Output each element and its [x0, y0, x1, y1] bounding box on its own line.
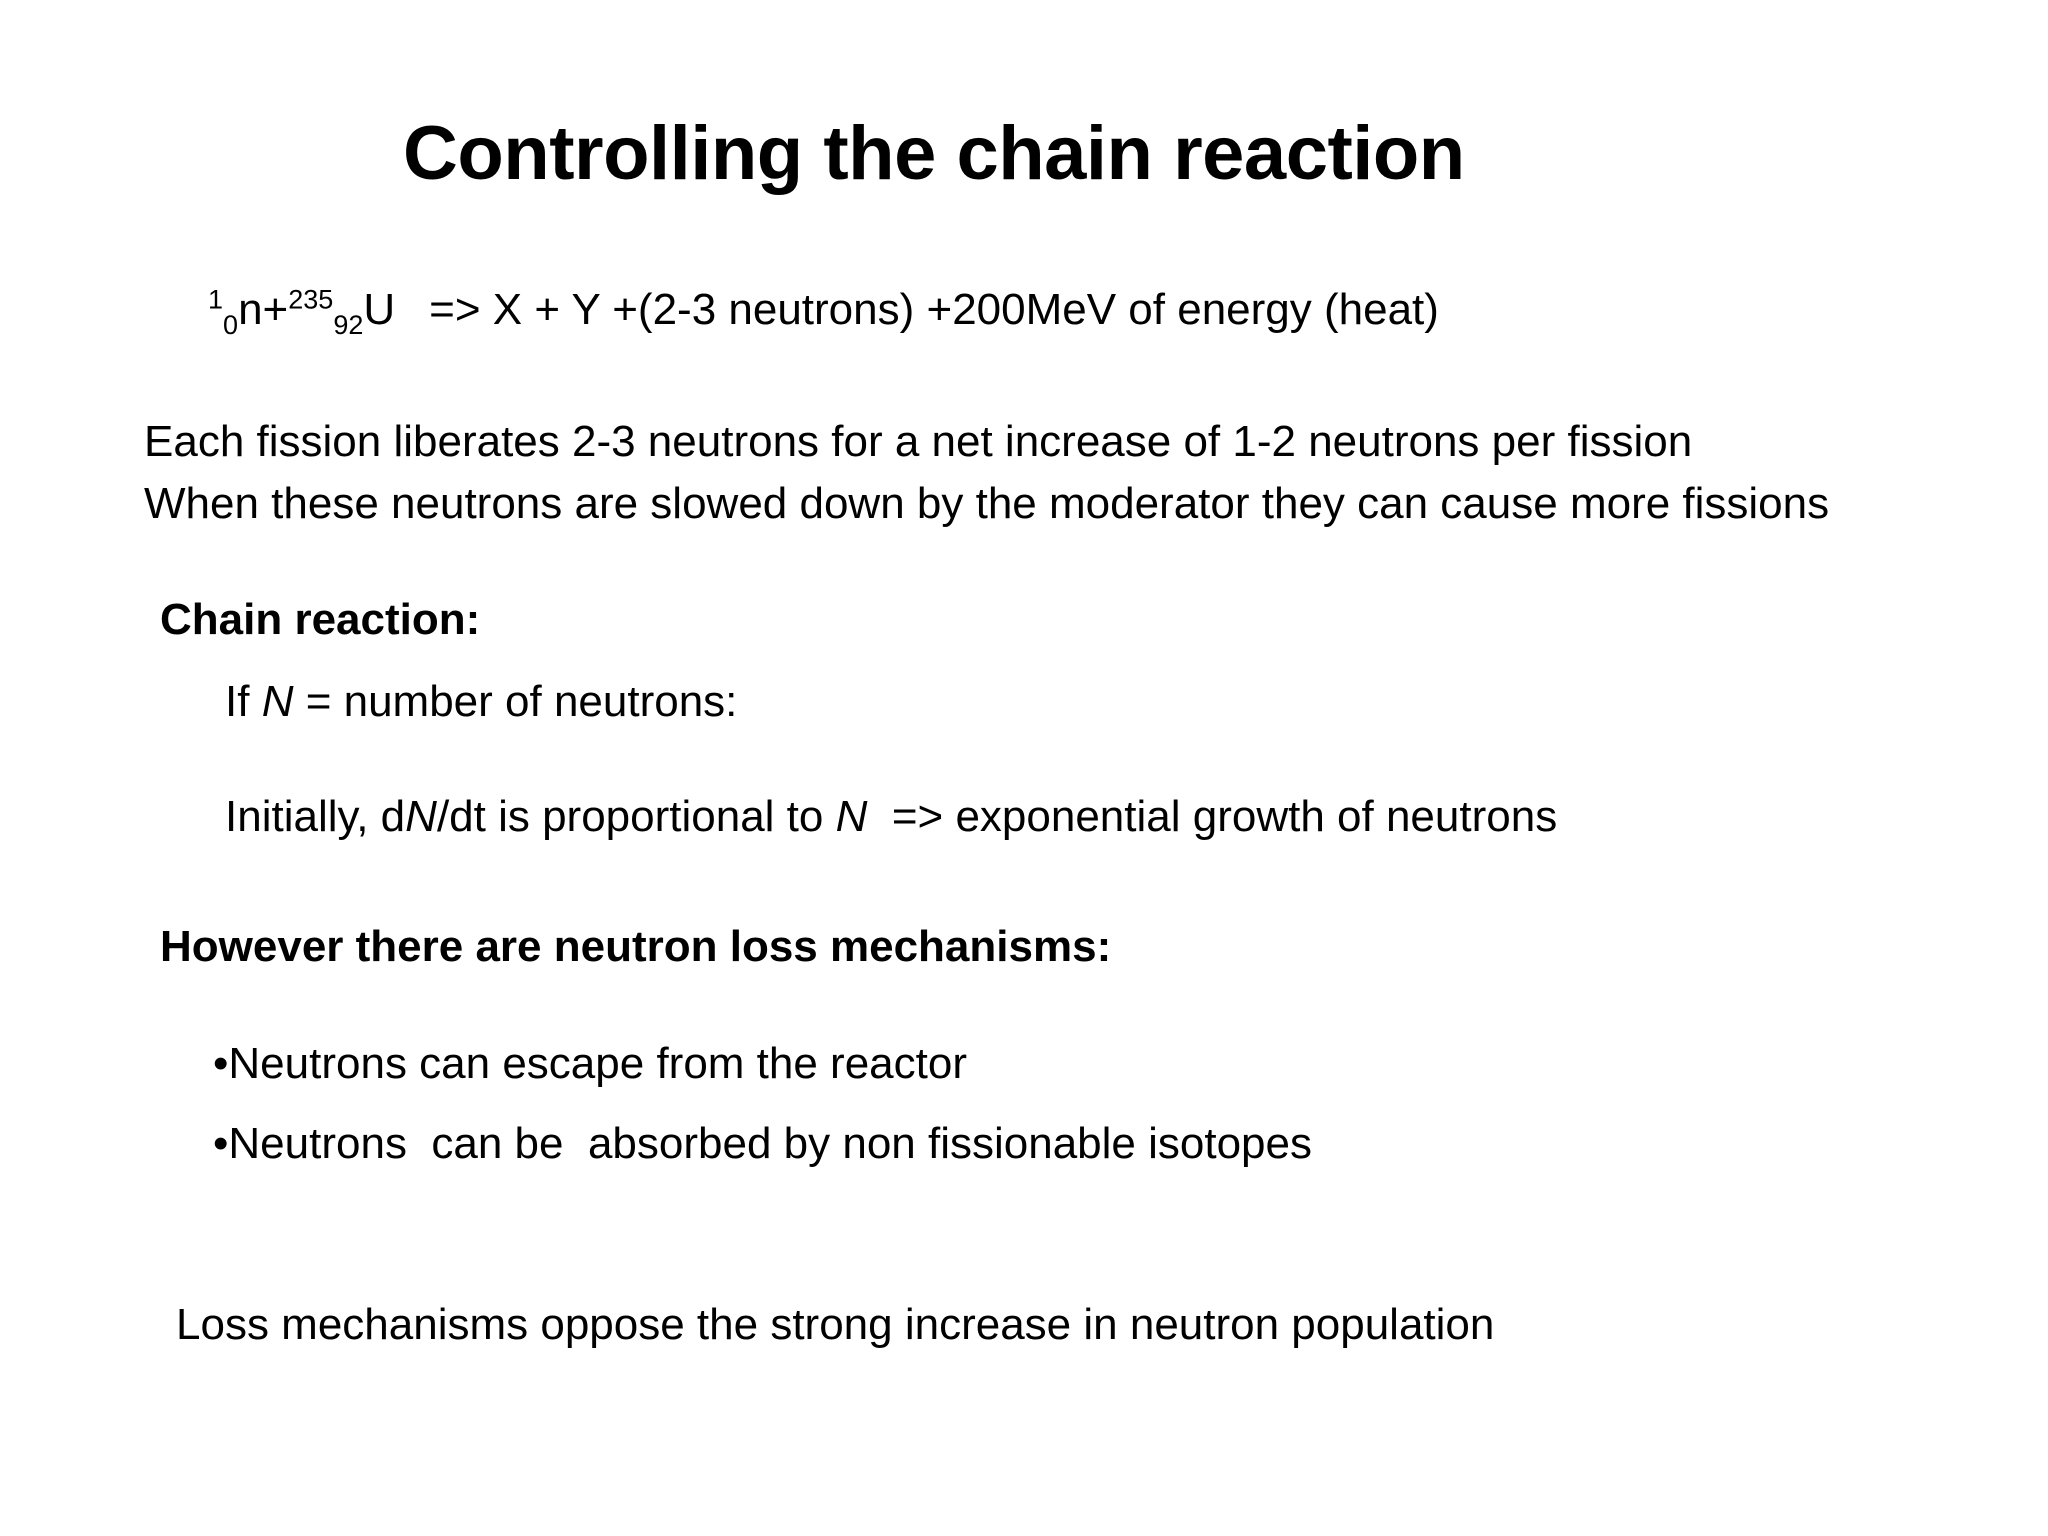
bullet-mark: • [213, 1039, 229, 1088]
bullet-item-escape [213, 1039, 967, 1088]
neutron-mass-number: 1 [208, 284, 224, 315]
if-prefix: If [225, 677, 262, 726]
conclusion-text: Loss mechanisms oppose the strong increase in neutron population [176, 1300, 1495, 1349]
uranium-symbol: U [363, 285, 396, 334]
bullet-text: Neutrons can be absorbed by non fissionable isotopes [228, 1119, 1312, 1168]
init-variable-1: N [405, 792, 437, 841]
uranium-charge-number: 92 [333, 309, 364, 340]
paragraph-line-1: Each fission liberates 2-3 neutrons for a net increase of 1-2 neutrons per fission [144, 417, 1693, 466]
if-variable: N [261, 677, 294, 726]
equation-plus: + [262, 285, 289, 334]
init-suffix: => exponential growth of neutrons [867, 792, 1558, 841]
paragraph-line-2: When these neutrons are slowed down by the moderator they can cause more fissions [144, 479, 1830, 528]
neutron-charge-number: 0 [223, 309, 239, 340]
bullet-mark: • [213, 1119, 229, 1168]
init-prefix: Initially, d [225, 792, 406, 841]
slide-title: Controlling the chain reaction [403, 111, 1465, 196]
initially-line [225, 792, 1558, 841]
uranium-mass-number: 235 [288, 284, 334, 315]
if-n-line [225, 677, 738, 726]
bullet-text: Neutrons can escape from the reactor [228, 1039, 967, 1088]
bullet-item-absorbed [213, 1119, 1312, 1168]
fission-equation [208, 284, 1439, 340]
init-variable-2: N [835, 792, 868, 841]
loss-mechanisms-heading: However there are neutron loss mechanisms: [160, 922, 1112, 971]
if-suffix: = number of neutrons: [293, 677, 738, 726]
init-mid: /dt is proportional to [436, 792, 836, 841]
chain-reaction-heading: Chain reaction: [160, 595, 481, 644]
equation-products: => X + Y +(2-3 neutrons) +200MeV of energy (heat) [429, 285, 1439, 334]
neutron-symbol: n [238, 285, 263, 334]
